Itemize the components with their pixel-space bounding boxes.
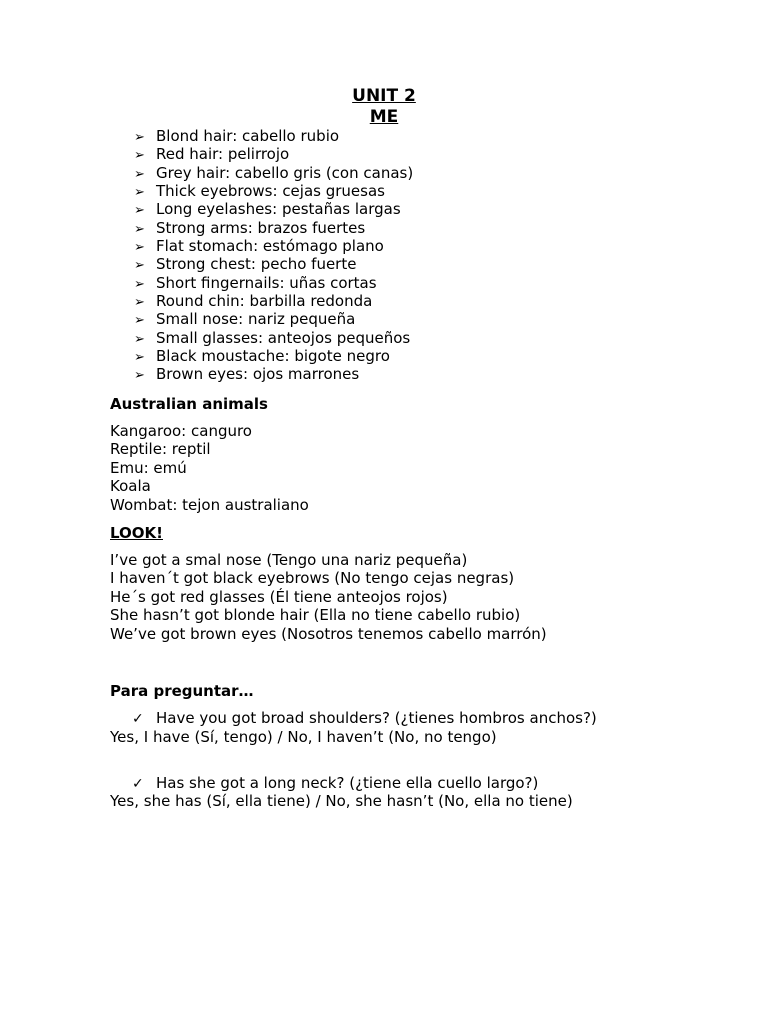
list-item: ➢ Black moustache: bigote negro bbox=[134, 347, 413, 365]
question-1: ✓ Have you got broad shoulders? (¿tienes hombros anchos?) bbox=[132, 709, 597, 727]
list-item: ➢ Thick eyebrows: cejas gruesas bbox=[134, 182, 413, 200]
list-item: ➢ Small glasses: anteojos pequeños bbox=[134, 329, 413, 347]
arrow-bullet-icon: ➢ bbox=[134, 331, 145, 347]
list-item: Kangaroo: canguro bbox=[110, 422, 252, 440]
example-line: She hasn’t got blonde hair (Ella no tiene cabello rubio) bbox=[110, 606, 521, 625]
look-examples bbox=[110, 551, 547, 643]
list-item: ➢ Flat stomach: estómago plano bbox=[134, 237, 413, 255]
question-2: ✓ Has she got a long neck? (¿tiene ella cuello largo?) bbox=[132, 774, 539, 792]
animals-list bbox=[110, 422, 309, 514]
checkmark-icon: ✓ bbox=[132, 711, 144, 727]
unit-subtitle: ME bbox=[369, 107, 399, 127]
animals-heading: Australian animals bbox=[110, 395, 268, 413]
list-item: ➢ Small nose: nariz pequeña bbox=[134, 310, 413, 328]
arrow-bullet-icon: ➢ bbox=[134, 185, 145, 201]
arrow-bullet-icon: ➢ bbox=[134, 240, 145, 256]
questions-heading: Para preguntar… bbox=[110, 682, 254, 700]
checkmark-icon: ✓ bbox=[132, 776, 144, 792]
arrow-bullet-icon: ➢ bbox=[134, 221, 145, 237]
example-line: I haven´t got black eyebrows (No tengo cejas negras) bbox=[110, 569, 515, 588]
list-item: Koala bbox=[110, 477, 151, 496]
list-item: ➢ Grey hair: cabello gris (con canas) bbox=[134, 164, 413, 182]
look-heading: LOOK! bbox=[110, 524, 163, 542]
list-item: ➢ Strong chest: pecho fuerte bbox=[134, 255, 413, 273]
list-item: ➢ Short fingernails: uñas cortas bbox=[134, 274, 413, 292]
arrow-bullet-icon: ➢ bbox=[134, 258, 145, 274]
arrow-bullet-icon: ➢ bbox=[134, 350, 145, 366]
list-item: Emu: emú bbox=[110, 458, 187, 477]
arrow-bullet-icon: ➢ bbox=[134, 130, 145, 145]
example-line: He´s got red glasses (Él tiene anteojos rojos) bbox=[110, 587, 448, 606]
list-item: Reptile: reptil bbox=[110, 440, 211, 459]
answer-2: Yes, she has (Sí, ella tiene) / No, she hasn’t (No, ella no tiene) bbox=[110, 792, 573, 810]
arrow-bullet-icon: ➢ bbox=[134, 203, 145, 219]
example-line: We’ve got brown eyes (Nosotros tenemos cabello marrón) bbox=[110, 624, 547, 643]
list-item: Wombat: tejon australiano bbox=[110, 495, 309, 514]
arrow-bullet-icon: ➢ bbox=[134, 148, 145, 164]
arrow-bullet-icon: ➢ bbox=[134, 166, 145, 182]
list-item: ➢ Round chin: barbilla redonda bbox=[134, 292, 413, 310]
list-item: ➢ Brown eyes: ojos marrones bbox=[134, 365, 413, 383]
list-item: ➢ Long eyelashes: pestañas largas bbox=[134, 200, 413, 218]
unit-title: UNIT 2 bbox=[352, 86, 416, 106]
answer-1: Yes, I have (Sí, tengo) / No, I haven’t (No, no tengo) bbox=[110, 728, 497, 746]
arrow-bullet-icon: ➢ bbox=[134, 295, 145, 311]
list-item: ➢ Red hair: pelirrojo bbox=[134, 145, 413, 163]
arrow-bullet-icon: ➢ bbox=[134, 368, 145, 384]
list-item: ➢ Strong arms: brazos fuertes bbox=[134, 219, 413, 237]
example-line: I’ve got a smal nose (Tengo una nariz pequeña) bbox=[110, 551, 468, 569]
list-item: ➢ Blond hair: cabello rubio bbox=[134, 127, 413, 145]
arrow-bullet-icon: ➢ bbox=[134, 313, 145, 329]
vocabulary-list bbox=[134, 127, 413, 384]
arrow-bullet-icon: ➢ bbox=[134, 276, 145, 292]
